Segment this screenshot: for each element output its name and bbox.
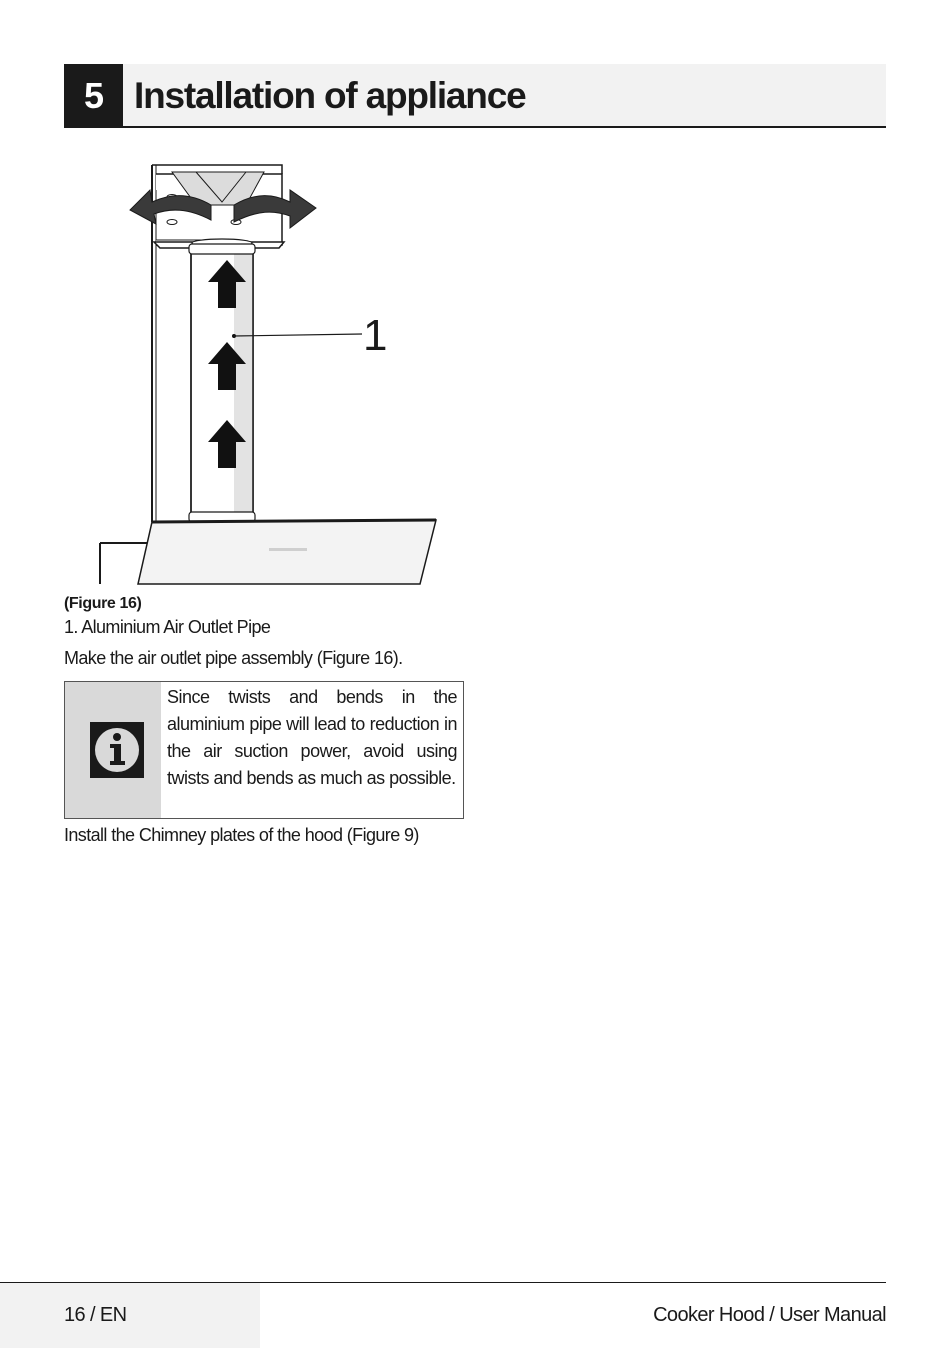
instruction-paragraph: Make the air outlet pipe assembly (Figure 16). <box>64 648 403 668</box>
document-title: Cooker Hood / User Manual <box>653 1304 886 1326</box>
cooker-hood-diagram <box>64 150 464 586</box>
section-header <box>64 64 886 128</box>
figure-16 <box>64 150 464 586</box>
figure-caption-title: (Figure 16) <box>64 595 142 612</box>
figure-caption-item: 1. Aluminium Air Outlet Pipe <box>64 617 271 637</box>
note-text: Since twists and bends in the aluminium pipe will lead to reduction in the air suction power, avoid using twists and bends as much as possible. <box>167 687 457 788</box>
info-note <box>64 681 464 819</box>
footer-page-block <box>0 1283 260 1348</box>
info-icon <box>90 722 144 778</box>
page-number: 16 / EN <box>64 1304 127 1326</box>
callout-label: 1 <box>363 311 388 360</box>
section-title: Installation of appliance <box>134 75 526 116</box>
instruction-paragraph: Install the Chimney plates of the hood (Figure 9) <box>64 825 419 845</box>
note-icon-cell <box>65 682 161 818</box>
section-number: 5 <box>64 64 123 128</box>
